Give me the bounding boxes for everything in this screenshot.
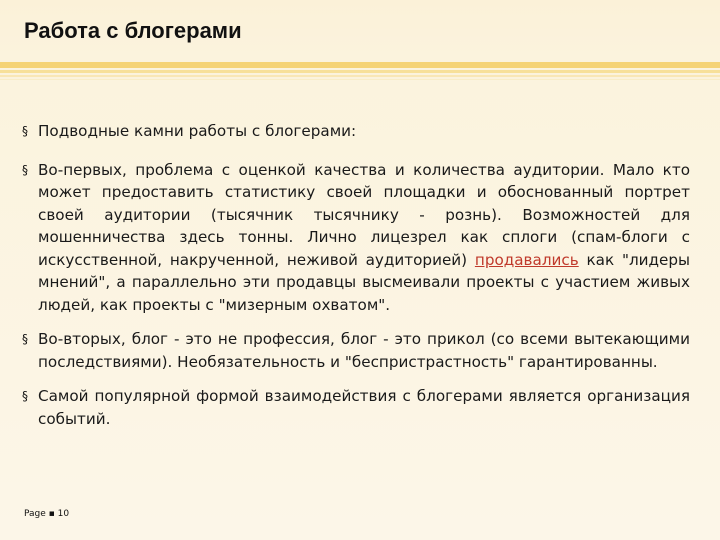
bullet-text-after-link: как "лидеры мнений", а параллельно эти продавцы высмеивали проекты с участием живых людей, как проекты с "мизерным охватом". xyxy=(38,250,690,314)
page-number: Page ▪ 10 xyxy=(24,509,70,519)
bullet-text-before-link: Во-первых, проблема с оценкой качества и количества аудитории. Мало кто может предоставить статистику своей площадки и обоснованный портрет своей аудитории (тысячник тысячнику - рознь). Возможностей для мошенничества здесь тонны. Лично лицезрел как сплоги (спам-блоги с искусственной, накрученной, неживой аудиторией) xyxy=(38,160,690,269)
decorative-stripes xyxy=(0,62,720,84)
slide-title: Работа с блогерами xyxy=(24,18,242,43)
bullet-icon: § xyxy=(22,124,28,138)
stripe-4 xyxy=(0,79,720,80)
bullet-item-3 xyxy=(22,328,690,373)
bullet-icon: § xyxy=(22,389,28,403)
bullet-list xyxy=(22,120,690,442)
stripe-3 xyxy=(0,75,720,77)
bullet-item-2 xyxy=(22,159,690,317)
bullet-text: Подводные камни работы с блогерами: xyxy=(38,122,357,140)
bullet-item-1 xyxy=(22,120,690,143)
bullet-text: Во-вторых, блог - это не профессия, блог - это прикол (со всеми вытекающими последствиями). Необязательность и "беспристрастность" гарантированны. xyxy=(38,330,690,371)
link-prodavalis[interactable]: продавались xyxy=(474,250,579,269)
bullet-icon: § xyxy=(22,332,28,346)
stripe-1 xyxy=(0,62,720,68)
stripe-2 xyxy=(0,70,720,73)
bullet-icon: § xyxy=(22,162,28,177)
bullet-item-4 xyxy=(22,385,690,430)
bullet-text: Самой популярной формой взаимодействия с блогерами является организация событий. xyxy=(38,387,690,428)
